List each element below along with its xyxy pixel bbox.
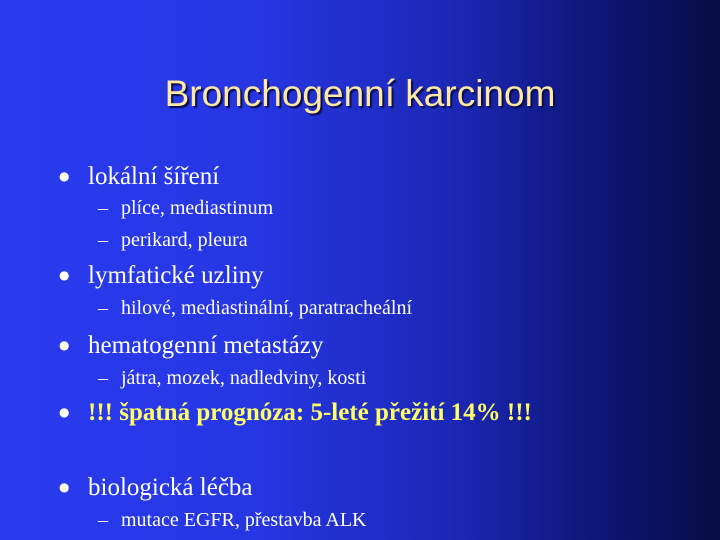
slide-title: Bronchogenní karcinom [164,73,556,114]
bullet-icon: ● [59,480,70,494]
dash-icon: – [98,197,108,219]
subitem-metastasis-sites: játra, mozek, nadledviny, kosti [121,367,367,389]
bullet-icon: ● [59,169,70,183]
subitem-hilar-nodes: hilové, mediastinální, paratracheální [121,297,412,319]
bullet-item-lymph-nodes: lymfatické uzliny [88,262,264,289]
subitem-egfr-alk: mutace EGFR, přestavba ALK [121,509,367,531]
dash-icon: – [98,367,108,389]
bullet-icon: ● [59,268,70,282]
bullet-item-local-spread: lokální šíření [88,163,220,190]
bullet-item-biological-therapy: biologická léčba [88,474,253,501]
dash-icon: – [98,229,108,251]
subitem-pericard-pleura: perikard, pleura [121,229,248,251]
bullet-icon: ● [59,405,70,419]
bullet-icon: ● [59,338,70,352]
bullet-item-prognosis: !!! špatná prognóza: 5-leté přežití 14% !!! [88,399,532,426]
bullet-item-hematogenous-metastases: hematogenní metastázy [88,332,324,359]
dash-icon: – [98,509,108,531]
subitem-lung-mediastinum: plíce, mediastinum [121,197,274,219]
dash-icon: – [98,297,108,319]
